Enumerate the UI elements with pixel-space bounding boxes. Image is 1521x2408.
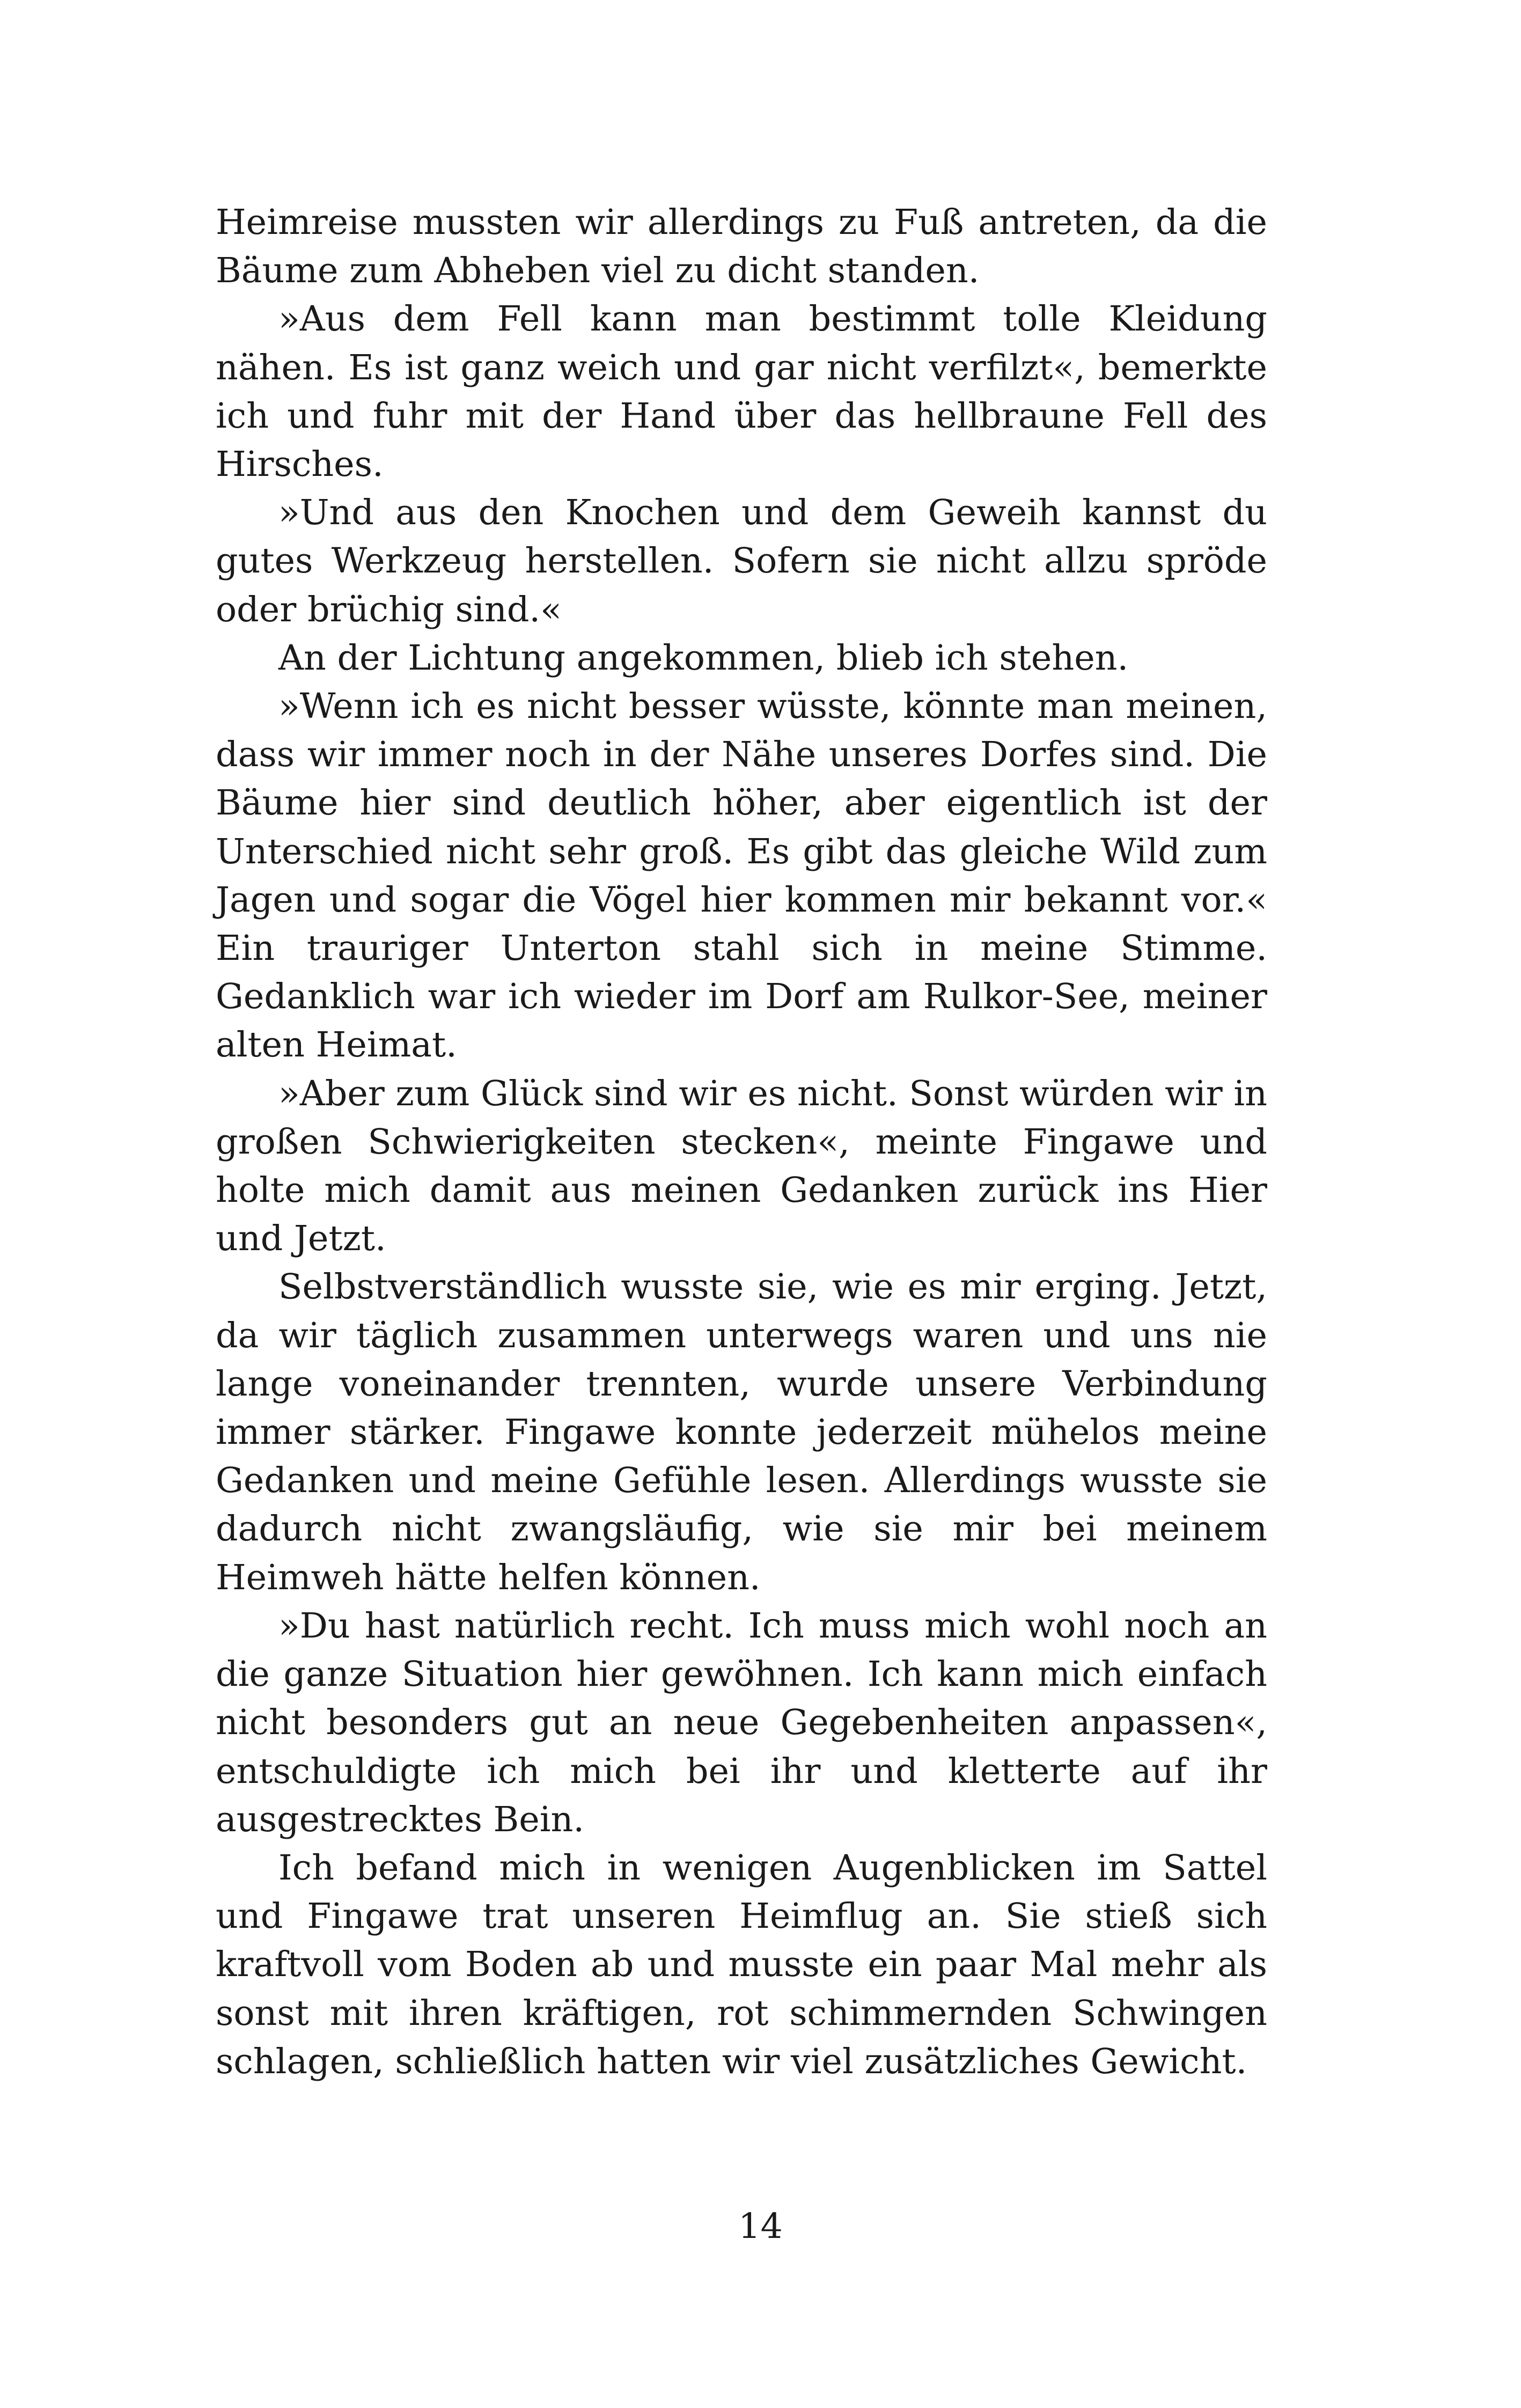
paragraph: Selbstverständlich wusste sie, wie es mir erging. Jetzt, da wir täglich zusammen unterwegs waren und uns nie lange voneinander trennten, wurde unsere Verbindung immer stärker. Fingawe konnte jederzeit mühelos meine Gedanken und meine Gefühle lesen. Allerdings wusste sie dadurch nicht zwangsläufig, wie sie mir bei meinem Heimweh hätte helfen können. — [216, 1267, 1267, 1598]
paragraph: Heimreise mussten wir allerdings zu Fuß antreten, da die Bäume zum Abheben viel zu dicht standen. — [216, 202, 1267, 291]
paragraph: An der Lichtung angekommen, blieb ich stehen. — [278, 637, 1129, 678]
body-text — [216, 199, 1267, 2086]
paragraph: Ich befand mich in wenigen Augenblicken im Sattel und Fingawe trat unseren Heimflug an. Sie stieß sich kraftvoll vom Boden ab und musste ein paar Mal mehr als sonst mit ihren kräftigen, rot schimmernden Schwingen schlagen, schließlich hatten wir viel zusätzliches Gewicht. — [216, 1847, 1267, 2082]
page-number: 14 — [738, 2206, 783, 2247]
paragraph: »Und aus den Knochen und dem Geweih kannst du gutes Werkzeug herstellen. Sofern sie nicht allzu spröde oder brüchig sind.« — [216, 493, 1267, 630]
paragraph: »Aber zum Glück sind wir es nicht. Sonst würden wir in großen Schwierigkeiten stecken«, meinte Fingawe und holte mich damit aus meinen Gedanken zurück ins Hier und Jetzt. — [216, 1073, 1267, 1259]
paragraph: »Aus dem Fell kann man bestimmt tolle Kleidung nähen. Es ist ganz weich und gar nicht verfilzt«, bemerkte ich und fuhr mit der Hand über das hellbraune Fell des Hirsches. — [216, 299, 1267, 485]
paragraph: »Wenn ich es nicht besser wüsste, könnte man meinen, dass wir immer noch in der Nähe unseres Dorfes sind. Die Bäume hier sind deutlich höher, aber eigentlich ist der Unterschied nicht sehr groß. Es gibt das gleiche Wild zum Jagen und sogar die Vögel hier kommen mir bekannt vor.« Ein trauriger Unterton stahl sich in meine Stimme. Gedanklich war ich wieder im Dorf am Rulkor-See, meiner alten Heimat. — [216, 686, 1267, 1066]
paragraph: »Du hast natürlich recht. Ich muss mich wohl noch an die ganze Situation hier gewöhnen. Ich kann mich einfach nicht besonders gut an neue Gegebenheiten anpassen«, entschuldigte ich mich bei ihr und kletterte auf ihr ausgestrecktes Bein. — [216, 1605, 1267, 1840]
